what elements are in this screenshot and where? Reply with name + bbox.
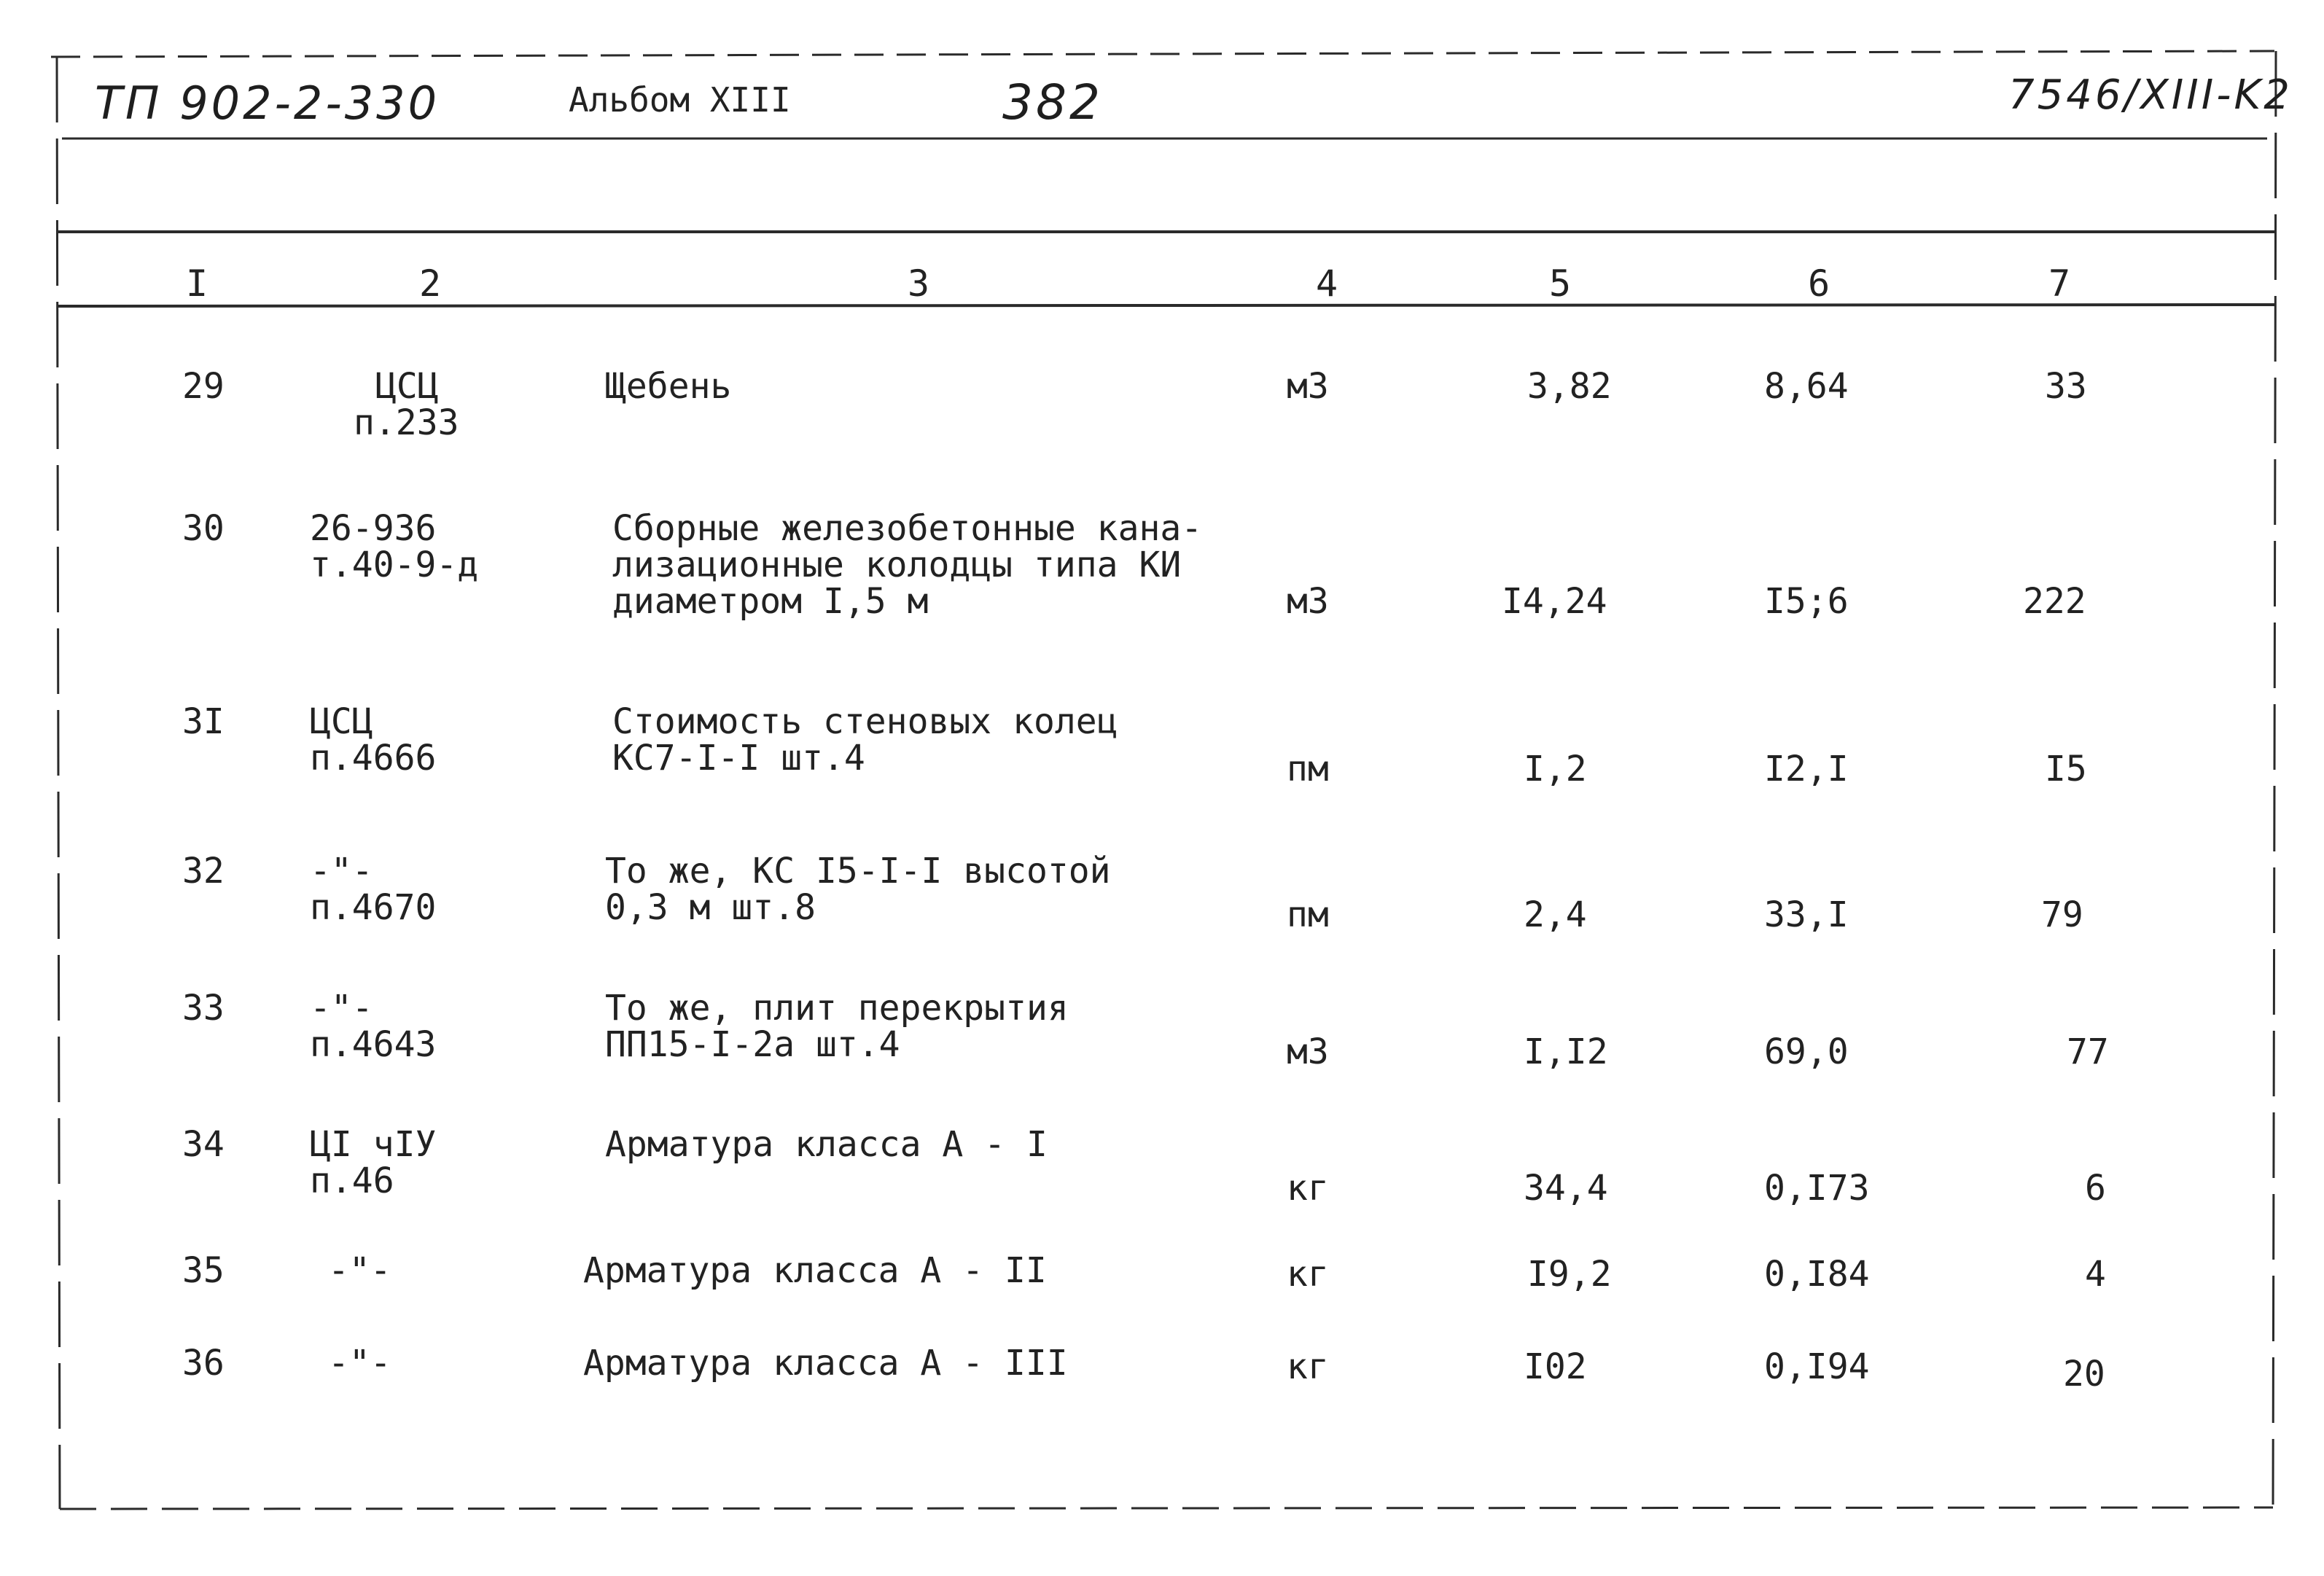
archive-code: 7546/XIII-K2 xyxy=(2008,71,2293,119)
row-name-line: Арматура класса А - II xyxy=(583,1250,1047,1291)
row-total: 79 xyxy=(2041,894,2083,935)
row-price: 0,I73 xyxy=(1764,1168,1870,1209)
row-code-line: п.4670 xyxy=(310,887,437,928)
row-price: I5;6 xyxy=(1764,581,1849,622)
row-name-line: То же, плит перекрытия xyxy=(605,988,1069,1029)
row-code-line: ЦСЦ xyxy=(375,366,439,407)
row-name-line: КС7-I-I шт.4 xyxy=(612,738,865,779)
row-total: 33 xyxy=(2045,366,2087,407)
album-label: Альбом XIII xyxy=(569,80,791,120)
row-name-line: Арматура класса А - I xyxy=(605,1124,1048,1165)
row-number: 35 xyxy=(182,1250,225,1291)
row-unit: кг xyxy=(1287,1254,1329,1295)
row-unit: кг xyxy=(1287,1168,1329,1209)
row-name-line: Арматура класса А - III xyxy=(583,1343,1068,1384)
row-price: 8,64 xyxy=(1764,366,1849,407)
row-code-line: п.233 xyxy=(354,402,459,443)
row-name-line: ПП15-I-2а шт.4 xyxy=(605,1024,900,1065)
row-code-line: -"- xyxy=(328,1343,391,1384)
row-total: 4 xyxy=(2085,1254,2106,1295)
row-quantity: I,I2 xyxy=(1524,1031,1608,1072)
row-quantity: 3,82 xyxy=(1527,366,1612,407)
row-code-line: -"- xyxy=(328,1250,391,1291)
row-name-line: 0,3 м шт.8 xyxy=(605,887,816,928)
row-number: 36 xyxy=(182,1343,225,1384)
row-number: 34 xyxy=(182,1124,225,1165)
col-num-6: 6 xyxy=(1808,262,1830,305)
row-number: 32 xyxy=(182,851,225,892)
row-total: I5 xyxy=(2045,749,2087,789)
row-name-line: То же, КС I5-I-I высотой xyxy=(605,851,1111,892)
row-price: 69,0 xyxy=(1764,1031,1849,1072)
row-code-line: п.4643 xyxy=(310,1024,437,1065)
row-name-line: Стоимость стеновых колец xyxy=(612,701,1118,742)
bottom-dashed-border xyxy=(60,1507,2273,1509)
row-total: 20 xyxy=(2063,1354,2105,1394)
row-unit: м3 xyxy=(1287,581,1329,622)
row-code-line: п.4666 xyxy=(310,738,437,779)
row-quantity: 34,4 xyxy=(1524,1168,1608,1209)
row-number: 3I xyxy=(182,701,225,742)
row-name-line: лизационные колодцы типа КИ xyxy=(612,545,1182,585)
row-total: 6 xyxy=(2085,1168,2106,1209)
col-num-5: 5 xyxy=(1549,262,1572,305)
row-unit: пм xyxy=(1287,894,1329,935)
row-code-line: ЦСЦ xyxy=(310,701,373,742)
row-unit: кг xyxy=(1287,1346,1329,1387)
row-unit: пм xyxy=(1287,749,1329,789)
row-code-line: -"- xyxy=(310,988,373,1029)
row-number: 29 xyxy=(182,366,225,407)
row-number: 30 xyxy=(182,508,225,549)
row-name-line: Сборные железобетонные кана- xyxy=(612,508,1203,549)
row-code-line: ЦI чIУ xyxy=(310,1124,437,1165)
row-quantity: I,2 xyxy=(1524,749,1587,789)
top-dashed-border xyxy=(51,51,2274,57)
row-code-line: 26-936 xyxy=(310,508,437,549)
col-num-1: I xyxy=(186,262,208,305)
row-price: 33,I xyxy=(1764,894,1849,935)
row-total: 77 xyxy=(2067,1031,2109,1072)
right-border xyxy=(2273,51,2276,1509)
col-num-7: 7 xyxy=(2048,262,2071,305)
row-quantity: I4,24 xyxy=(1502,581,1607,622)
row-price: 0,I84 xyxy=(1764,1254,1870,1295)
column-header-rule xyxy=(58,305,2274,306)
row-number: 33 xyxy=(182,988,225,1029)
row-price: 0,I94 xyxy=(1764,1346,1870,1387)
row-quantity: I02 xyxy=(1524,1346,1587,1387)
project-code: ТП 902-2-330 xyxy=(95,77,440,130)
row-name-line: диаметром I,5 м xyxy=(612,581,929,622)
row-total: 222 xyxy=(2023,581,2086,622)
row-unit: м3 xyxy=(1287,1031,1329,1072)
row-quantity: 2,4 xyxy=(1524,894,1587,935)
row-unit: м3 xyxy=(1287,366,1329,407)
row-name-line: Щебень xyxy=(605,366,732,407)
col-num-4: 4 xyxy=(1316,262,1338,305)
row-quantity: I9,2 xyxy=(1527,1254,1612,1295)
page-number: 382 xyxy=(1002,74,1103,130)
col-num-2: 2 xyxy=(419,262,442,305)
row-code-line: -"- xyxy=(310,851,373,892)
left-border xyxy=(57,57,60,1509)
row-code-line: п.46 xyxy=(310,1160,394,1201)
row-price: I2,I xyxy=(1764,749,1849,789)
col-num-3: 3 xyxy=(908,262,930,305)
row-code-line: т.40-9-д xyxy=(310,545,479,585)
